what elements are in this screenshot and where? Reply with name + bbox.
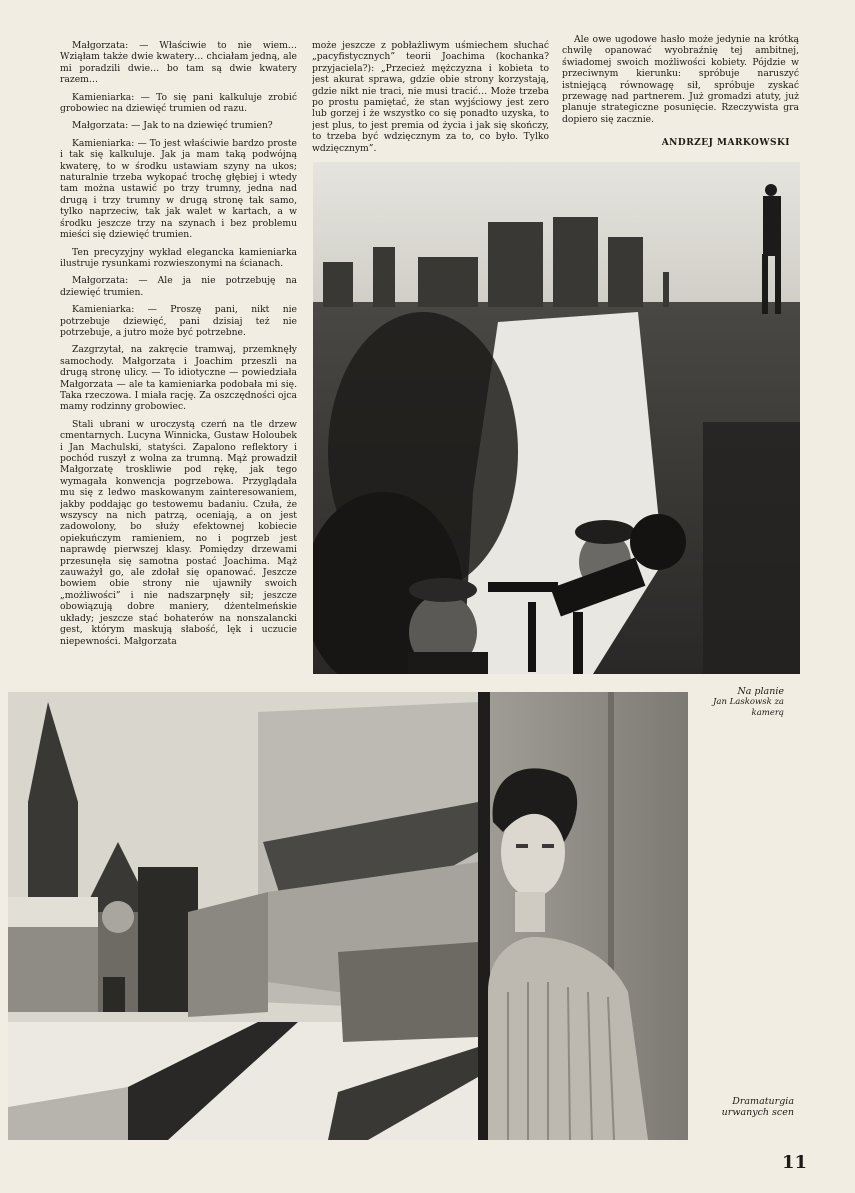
paragraph: Kamieniarka: — To jest właściwie bardzo proste i tak się kalkuluje. Jak ja mam taką podwójną kwaterę, to w środku ustawiam szyny na ukos; naturalnie trzeba wykopać trochę głębiej i wtedy tam można ustawić po trzy trumny, jedna nad drugą i trzy trumny w drugą stronę tak samo, tylko naprzeciw, tak jak walet w kartach, a w środku jeszcze trzy na szynach i bez problemu mieści się dziewięć trumien. [60, 137, 297, 241]
paragraph: Małgorzata: — Ale ja nie potrzebuję na dziewięć trumien. [60, 275, 297, 298]
caption-subtitle: Jan Laskowsk za kamerą [712, 697, 784, 718]
caption-scene [690, 1096, 794, 1118]
caption-title: Na planie [737, 686, 784, 697]
paragraph: Kamieniarka: — Proszę pani, nikt nie potrzebuje dziewięć, pani dzisiaj też nie potrzebuje, a jutro może być potrzebne. [60, 304, 297, 338]
page-number: 11 [782, 1152, 808, 1173]
paragraph: Stali ubrani w uroczystą czerń na tle drzew cmentarnych. Lucyna Winnicka, Gustaw Holoubek i Jan Machulski, statyści. Zapalono reflektory i pochód ruszył z wolna za trumną. Mąż prowadził Małgorzatę troskliwie pod rękę, jak tego wymagała konwencja pogrzebowa. Przyglądała mu się z ledwo maskowanym zainteresowaniem, jakby poddając go testowemu badaniu. Czuła, że wszyscy na nich patrzą, oceniają, a on jest zadowolony, bo służy efektownej kobiecie opiekuńczym ramieniem, no i pogrzeb jest naprawdę pierwszej klasy. Pomiędzy drzewami przesunęła się samotna postać Joachima. Mąż zauważył go, ale zdołał się opanować. Jeszcze bowiem obie strony nie ujawniły swoich „możliwości” i nie nadszarpnęły sił; jeszcze obowiązują dobre maniery, dżentelmeńskie układy; jeszcze stać bohaterów na nonszalancki gest, którym maskują słabość, lęk i uczucie niepewności. Małgorzata [60, 418, 297, 647]
paragraph: Ale owe ugodowe hasło może jedynie na krótką chwilę opanować wyobraźnię tej ambitnej, świadomej swoich możliwości kobiety. Pójdzie w przeciwnym kierunku: spróbuje naruszyć istniejącą równowagę sił, spróbuje zyskać przewagę nad partnerem. Już gromadzi atuty, już planuje strategiczne posunięcie. Rzeczywista gra dopiero się zacznie. [562, 34, 799, 125]
paragraph: może jeszcze z pobłażliwym uśmiechem słuchać „pacyfistycznych” teorii Joachima (kochanka? przyjaciela?): „Przecież mężczyzna i kobieta to jest akurat sprawa, gdzie obie strony korzystają, gdzie nikt nie traci, nie musi tracić… Może trzeba po prostu pamiętać, że stan wyjściowy jest zero lub gorzej i że wszystko co się ponadto uzyska, to jest plus, to jest premia od życia i jak się skończy, to trzeba być wdzięcznym za to, co było. Tylko wdzięcznym”. [312, 40, 549, 154]
paragraph: Ten precyzyjny wykład elegancka kamieniarka ilustruje rysunkami rozwieszonymi na ścianach. [60, 246, 297, 269]
photo-on-set [313, 162, 800, 674]
article-column-2 [312, 40, 549, 160]
paragraph: Małgorzata: — Właściwie to nie wiem… Wziąłam także dwie kwatery… chciałam jedną, ale mi poradzili dwie… bo tam są dwie kwatery razem… [60, 40, 297, 86]
photo-scene-image [8, 692, 688, 1140]
paragraph: Zazgrzytał, na zakręcie tramwaj, przemknęły samochody. Małgorzata i Joachim przeszli na drugą stronę ulicy. — To idiotyczne — powiedziała Małgorzata — ale ta kamieniarka podobała mi się. Taka rzeczowa. I miała rację. Za oszczędności ojca mamy rodzinny grobowiec. [60, 344, 297, 413]
caption-on-set [700, 686, 784, 719]
article-column-1 [60, 40, 297, 680]
photo-on-set-image [313, 162, 800, 674]
caption-line-2: urwanych scen [721, 1107, 794, 1118]
author-byline: ANDRZEJ MARKOWSKI [661, 138, 790, 148]
photo-scene [8, 692, 688, 1140]
caption-line-1: Dramaturgia [732, 1096, 794, 1107]
paragraph: Małgorzata: — Jak to na dziewięć trumien? [72, 120, 273, 132]
paragraph: Kamieniarka: — To się pani kalkuluje zrobić grobowiec na dziewięć trumien od razu. [60, 91, 297, 115]
